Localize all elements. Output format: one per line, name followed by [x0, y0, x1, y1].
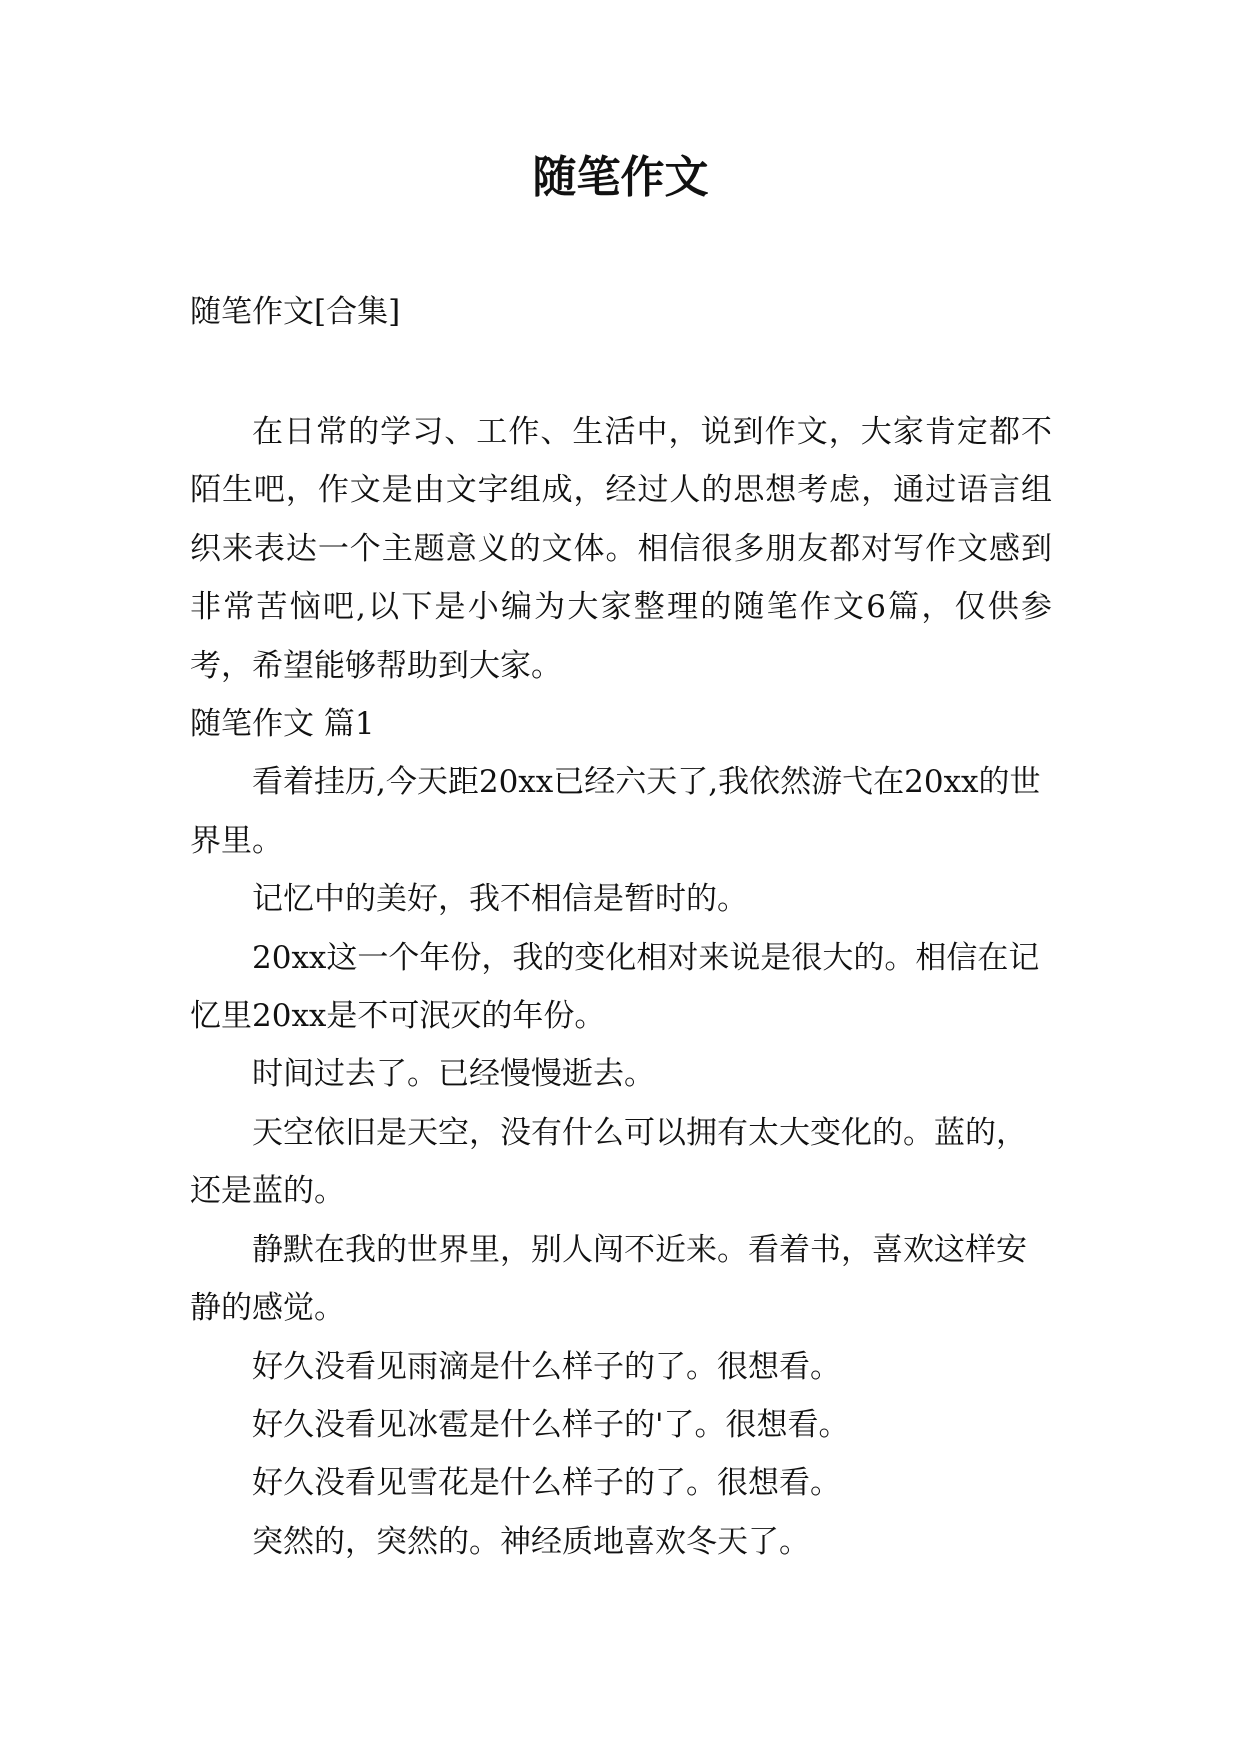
body-paragraph: 看着挂历,今天距20xx已经六天了,我依然游弋在20xx的世界里。: [190, 764, 1041, 859]
document-body: [190, 403, 1052, 1571]
body-paragraph: 时间过去了。已经慢慢逝去。: [252, 1056, 655, 1093]
body-paragraph: 天空依旧是天空，没有什么可以拥有太大变化的。蓝的，还是蓝的。: [190, 1114, 1027, 1210]
section-heading: 随笔作文 篇1: [190, 706, 375, 743]
body-paragraph: 静默在我的世界里，别人闯不近来。看着书，喜欢这样安静的感觉。: [190, 1231, 1027, 1327]
body-paragraph: 20xx这一个年份，我的变化相对来说是很大的。相信在记忆里20xx是不可泯灭的年份。: [190, 939, 1040, 1035]
intro-paragraph: 在日常的学习、工作、生活中，说到作文，大家肯定都不陌生吧，作文是由文字组成，经过人的思想考虑，通过语言组织来表达一个主题意义的文体。相信很多朋友都对写作文感到非常苦恼吧,以下是小编为大家整理的随笔作文6篇，仅供参考，希望能够帮助到大家。: [190, 414, 1052, 684]
body-paragraph: 好久没看见雪花是什么样子的了。很想看。: [252, 1465, 841, 1502]
document-title: 随笔作文: [532, 152, 709, 203]
body-paragraph: 好久没看见雨滴是什么样子的了。很想看。: [252, 1348, 841, 1385]
body-paragraph: 记忆中的美好，我不相信是暂时的。: [252, 881, 748, 918]
document-subtitle: 随笔作文[合集]: [190, 294, 401, 330]
body-paragraph: 突然的，突然的。神经质地喜欢冬天了。: [252, 1523, 810, 1560]
body-paragraph: 好久没看见冰雹是什么样子的'了。很想看。: [252, 1406, 850, 1443]
